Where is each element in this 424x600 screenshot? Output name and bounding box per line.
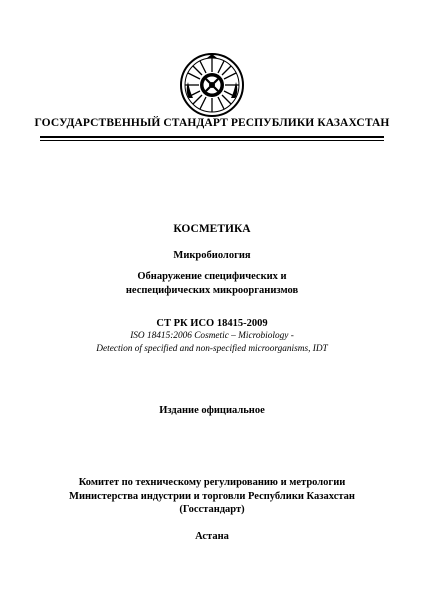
publication-city: Астана: [195, 531, 229, 542]
subtitle-line: Обнаружение специфических и: [137, 271, 287, 282]
document-title: КОСМЕТИКА: [173, 223, 251, 235]
edition-label: Издание официальное: [159, 405, 265, 416]
header-divider-thick: [40, 136, 384, 138]
standard-number: СТ РК ИСО 18415-2009: [156, 318, 268, 329]
publisher-block: [0, 476, 424, 517]
document-subject: Микробиология: [173, 250, 251, 261]
document-subtitle: [0, 270, 424, 298]
iso-reference: [0, 330, 424, 356]
iso-reference-line: Detection of specified and non-specified microorganisms, IDT: [96, 344, 328, 354]
header-divider-thin: [40, 140, 384, 141]
publisher-line: Министерства индустрии и торговли Республики Казахстан: [69, 490, 355, 502]
header-title: ГОСУДАРСТВЕННЫЙ СТАНДАРТ РЕСПУБЛИКИ КАЗАХСТАН: [34, 117, 390, 129]
publisher-line: Комитет по техническому регулированию и метрологии: [78, 477, 346, 488]
iso-reference-line: ISO 18415:2006 Cosmetic – Microbiology -: [130, 331, 294, 341]
subtitle-line: неспецифических микроорганизмов: [125, 285, 299, 296]
publisher-line: (Госстандарт): [179, 504, 245, 515]
state-emblem-icon: [179, 52, 245, 118]
